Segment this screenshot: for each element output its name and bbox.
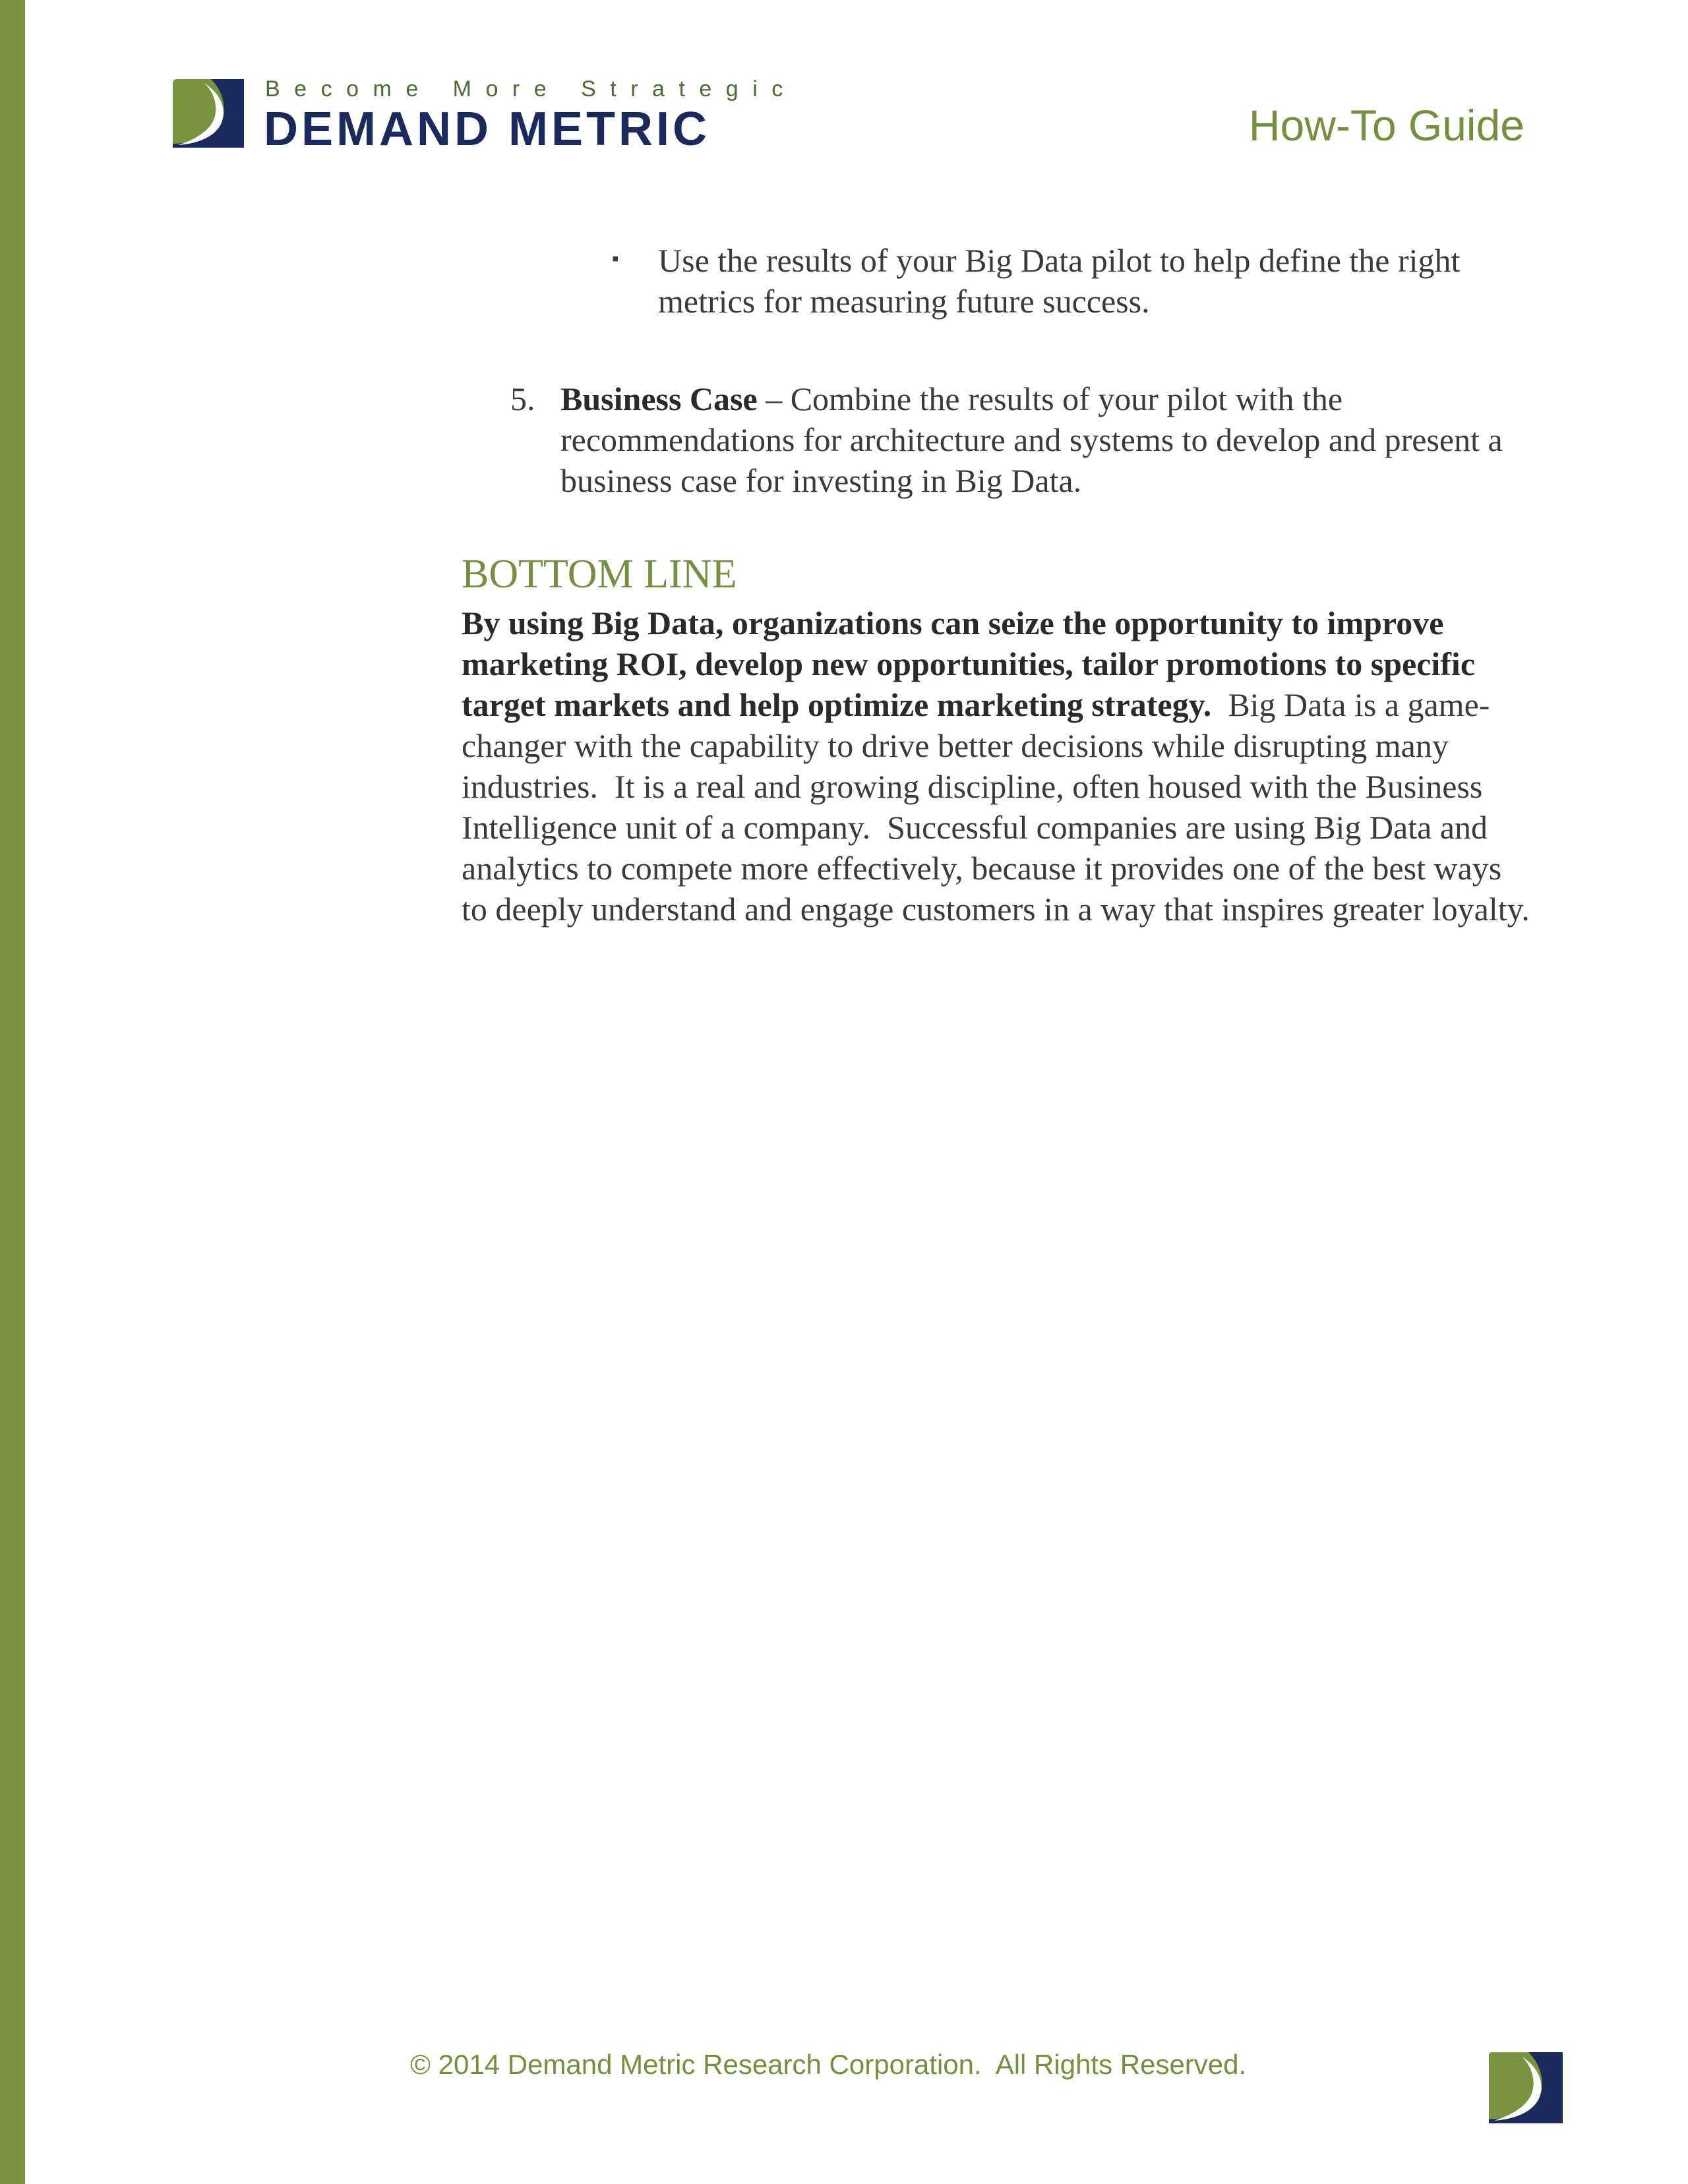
bottom-line-paragraph bbox=[462, 603, 1530, 930]
list-item-label: Business Case bbox=[560, 380, 758, 417]
footer-copyright: © 2014 Demand Metric Research Corporation. All Rights Reserved. bbox=[410, 2049, 1247, 2080]
section-title-bottom-line: BOTTOM LINE bbox=[462, 552, 737, 597]
demand-metric-logo-icon bbox=[173, 79, 244, 148]
bottom-line-summary: By using Big Data, organizations can seize the opportunity to improve marketing ROI, develop new opportunities, tailor promotions to specific target markets and help optimize marketing strategy. bbox=[462, 605, 1476, 723]
list-item-business-case bbox=[560, 378, 1517, 501]
bullet-marker: ▪ bbox=[612, 248, 619, 270]
bottom-line-body: Big Data is a game-changer with the capability to drive better decisions while disrupting many industries. It is a real and growing discipline, often housed with the Business Intelligence unit of a company. Successful companies are using Big Data and analytics to compete more effectively, because it provides one of the best ways to deeply understand and engage customers in a way that inspires greater loyalty. bbox=[462, 686, 1530, 928]
brand-name: DEMAND METRIC bbox=[264, 103, 710, 156]
footer-logo-icon bbox=[1489, 2050, 1563, 2125]
list-item-number: 5. bbox=[510, 380, 535, 417]
list-item-description: – Combine the results of your pilot with the recommendations for architecture and systems to develop and present a business case for investing in Big Data. bbox=[560, 380, 1503, 499]
left-accent-bar bbox=[0, 0, 25, 2184]
brand-tagline: Become More Strategic bbox=[265, 76, 797, 102]
document-type-label: How-To Guide bbox=[1248, 101, 1524, 150]
bullet-item-text: Use the results of your Big Data pilot to help define the right metrics for measuring future success. bbox=[658, 242, 1461, 320]
